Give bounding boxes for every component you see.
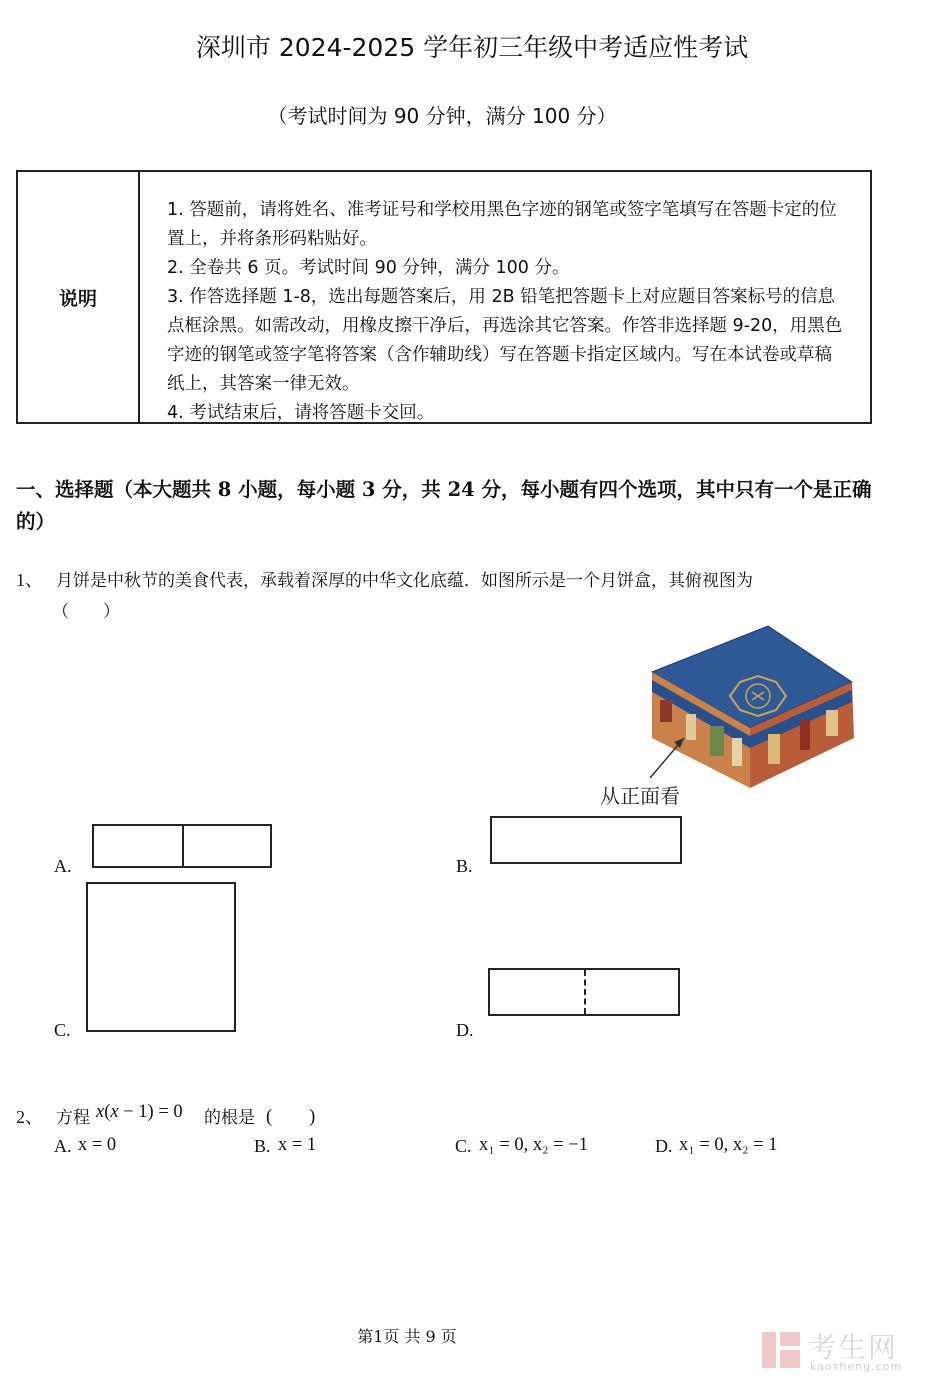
q2-option-a-label: A.: [54, 1136, 72, 1156]
option-d-figure: [488, 968, 680, 1016]
exam-title: 深圳市 2024-2025 学年初三年级中考适应性考试: [195, 33, 749, 62]
instruction-item: 4. 考试结束后，请将答题卡交回。: [167, 403, 435, 423]
q2-option-c-label: C.: [455, 1136, 472, 1156]
q1-text: 月饼是中秋节的美食代表，承载着深厚的中华文化底蕴．如图所示是一个月饼盒，其俯视图为: [56, 571, 753, 591]
option-b-figure: [490, 816, 682, 864]
section-heading: 一、选择题（本大题共 8 小题，每小题 3 分，共 24 分，每小题有四个选项，其中只有一个是正确的）: [16, 478, 872, 533]
q2-number: 2、: [16, 1107, 43, 1127]
watermark: [760, 1326, 922, 1376]
instructions-body: [140, 172, 870, 422]
option-a-figure: [92, 824, 272, 868]
option-c-label: C.: [54, 1020, 71, 1040]
image-caption: 从正面看: [600, 784, 680, 808]
q2-paren: ( ): [266, 1107, 316, 1127]
option-a-label: A.: [54, 856, 72, 876]
watermark-logo-icon: [760, 1328, 804, 1372]
instruction-item: 3. 作答选择题 1-8，选出每题答案后，用 2B 铅笔把答题卡上对应题目答案标号的信息点框涂黑。如需改动，用橡皮擦干净后，再选涂其它答案。作答非选择题 9-20，用黑色字迹的钢笔或签字笔将答案（含作辅助线）写在答题卡指定区域内。写在本试卷或草稿纸上，其答案一律无效。: [167, 287, 843, 394]
q2-text-suffix: 的根是: [204, 1108, 255, 1128]
q1-number: 1、: [16, 570, 43, 590]
page-footer: 第1页 共 9 页: [357, 1327, 457, 1346]
instructions-label: 说明: [18, 172, 140, 422]
instruction-item: 2. 全卷共 6 页。考试时间 90 分钟，满分 100 分。: [167, 258, 570, 278]
option-c-figure: [86, 882, 236, 1032]
exam-subtitle: （考试时间为 90 分钟，满分 100 分）: [267, 104, 617, 128]
q2-option-c-expr: x₁ = 0, x₂ = −1: [479, 1135, 588, 1155]
watermark-text: 考生网: [808, 1331, 899, 1364]
q2-option-b-expr: x = 1: [278, 1135, 317, 1155]
q2-equation: x(x − 1) = 0: [96, 1102, 183, 1122]
q2-option-d-label: D.: [655, 1136, 673, 1156]
instruction-item: 1. 答题前，请将姓名、准考证号和学校用黑色字迹的钢笔或签字笔填写在答题卡定的位置上，并将条形码粘贴好。: [167, 200, 837, 249]
q1-paren: （ ）: [52, 602, 120, 622]
q2-option-b-label: B.: [254, 1136, 271, 1156]
q2-text-prefix: 方程: [56, 1108, 90, 1128]
instructions-table: [16, 170, 872, 424]
option-b-label: B.: [456, 856, 473, 876]
watermark-url: kaosheng.com: [810, 1360, 903, 1373]
q2-option-a-expr: x = 0: [78, 1135, 117, 1155]
option-d-label: D.: [456, 1020, 474, 1040]
q2-option-d-expr: x₁ = 0, x₂ = 1: [679, 1135, 778, 1155]
